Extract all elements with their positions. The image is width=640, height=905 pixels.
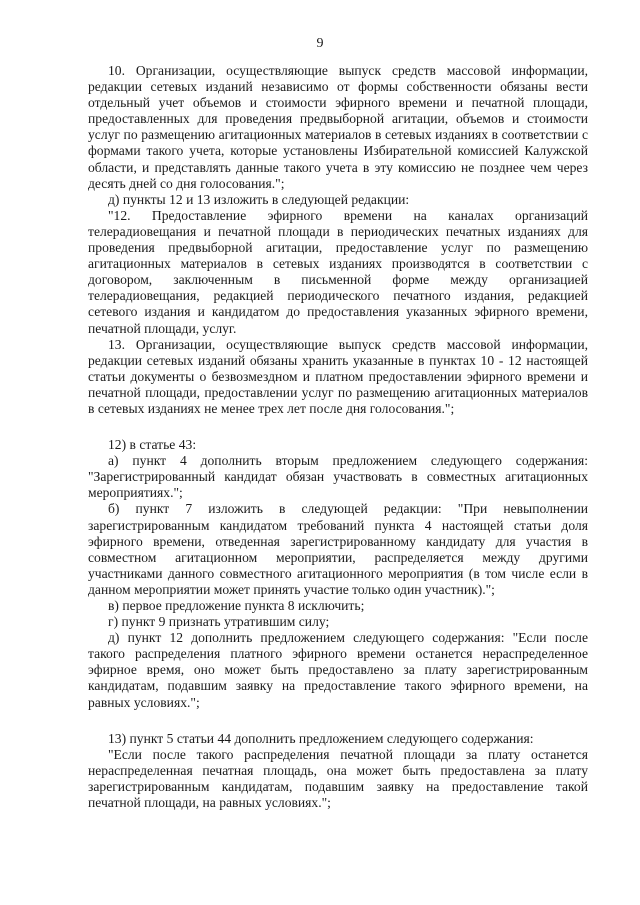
section-gap (88, 417, 588, 437)
paragraph-10: 10. Организации, осуществляющие выпуск средств массовой информации, редакции сетевых изданий независимо от формы собственности обязаны вести отдельный учет объемов и стоимости эфирного времени и печатной площади, предоставленных для проведения предвыборной агитации, объемов и стоимости услуг по размещению агитационных материалов в сетевых изданиях в соответствии с формами такого учета, которые установлены Избирательной комиссией Калужской области, и представлять данные такого учета в эту комиссию не позднее чем через десять дней со дня голосования."; (88, 63, 588, 191)
section-gap (88, 711, 588, 731)
page-number: 9 (316, 36, 324, 51)
paragraph-v-item-8: в) первое предложение пункта 8 исключить; (108, 598, 365, 613)
section-article-44: 13) пункт 5 статьи 44 дополнить предложением следующего содержания: (108, 730, 534, 746)
paragraph-d-item-12: д) пункт 12 дополнить предложением следующего содержания: "Если после такого распределения платного эфирного времени останется нераспределенное эфирное время, оно может быть предоставлено за плату зарегистрированным кандидатам, подавшим заявку на предоставление такого эфирного времени, на равных условиях."; (88, 630, 588, 710)
paragraph-a-item-4: а) пункт 4 дополнить вторым предложением следующего содержания: "Зарегистрированный кандидат обязан участвовать в совместных агитационных мероприятиях."; (88, 453, 588, 501)
document-body (88, 63, 588, 811)
section-article-43: 12) в статье 43: (108, 437, 197, 453)
paragraph-g-item-9: г) пункт 9 признать утратившим силу; (108, 614, 330, 630)
paragraph-quoted-addition: "Если после такого распределения печатной площади за плату останется нераспределенная печатная площадь, она может быть предоставлена за плату зарегистрированным кандидатам, подавшим заявку на предоставление такой печатной площади, на равных условиях."; (88, 746, 588, 811)
paragraph-b-item-7: б) пункт 7 изложить в следующей редакции: "При невыполнении зарегистрированным кандидатом требований пункта 4 настоящей статьи доля эфирного времени, отведенная зарегистрированному кандидату для участия в совместном агитационном мероприятии, распределяется между другими участниками данного совместного агитационного мероприятия (в том числе если в данном мероприятии может принять участие только один участник)."; (88, 501, 588, 597)
paragraph-12: "12. Предоставление эфирного времени на каналах организаций телерадиовещания и печатной площади в периодических печатных изданиях для проведения предвыборной агитации, предоставление услуг по размещению агитационных материалов в сетевых изданиях производятся в соответствии с договором, заключенным в письменной форме между организацией телерадиовещания, редакцией периодического печатного издания, редакцией сетевого издания и кандидатом до предоставления указанных эфирного времени, печатной площади, услуг. (88, 207, 588, 336)
paragraph-13: 13. Организации, осуществляющие выпуск средств массовой информации, редакции сетевых изданий обязаны хранить указанные в пунктах 10 - 12 настоящей статьи документы о безвозмездном и платном предоставлении эфирного времени и печатной площади, предоставлении услуг по размещению агитационных материалов в сетевых изданиях не менее трех лет после дня голосования."; (88, 336, 588, 416)
paragraph-d-items-12-13: д) пункты 12 и 13 изложить в следующей редакции: (108, 191, 410, 207)
